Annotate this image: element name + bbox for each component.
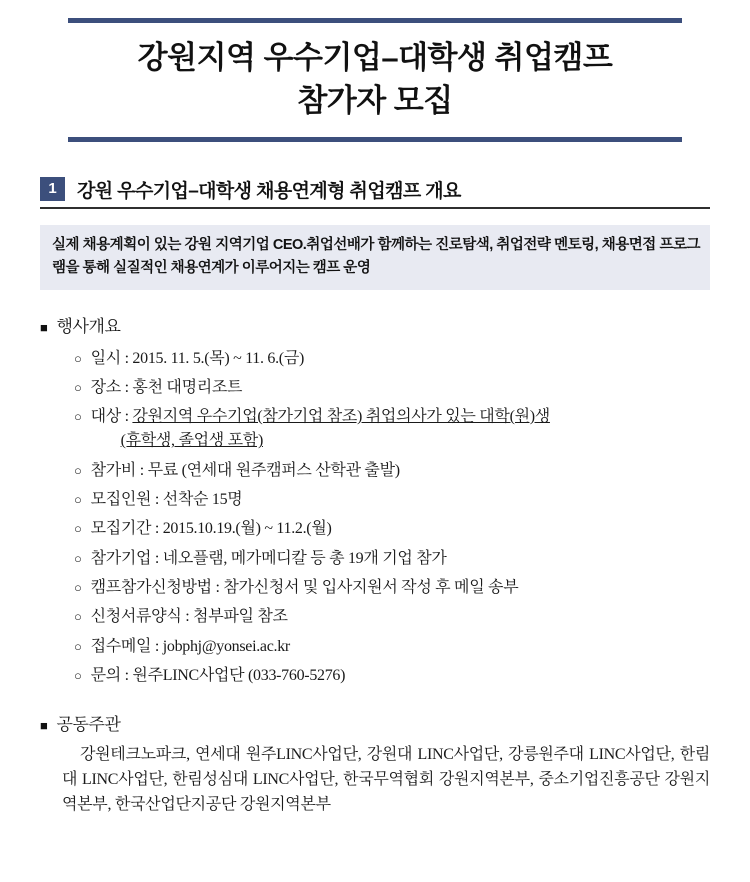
circle-marker-icon: ○ — [74, 638, 82, 654]
circle-marker-icon: ○ — [74, 492, 82, 508]
overview-subheading-label: 행사개요 — [56, 316, 121, 336]
list-item-text: 캠프참가신청방법 : 참가신청서 및 입사지원서 작성 후 메일 송부 — [90, 579, 519, 596]
page-title-line1: 강원지역 우수기업–대학생 취업캠프 — [137, 40, 613, 75]
square-marker-icon: ■ — [40, 718, 48, 734]
list-item-text: 참가비 : 무료 (연세대 원주캠퍼스 산학관 출발) — [90, 461, 400, 479]
list-item — [74, 488, 710, 512]
title-top-rule — [68, 18, 682, 23]
list-item-text: 모집기간 : 2015.10.19.(월) ~ 11.2.(월) — [90, 520, 332, 538]
circle-marker-icon: ○ — [74, 350, 82, 366]
title-bottom-rule — [68, 137, 682, 142]
circle-marker-icon: ○ — [74, 409, 82, 425]
cohost-subheading-label: 공동주관 — [56, 715, 121, 735]
list-item-label: 대상 : — [90, 408, 133, 426]
summary-box: 실제 채용계획이 있는 강원 지역기업 CEO.취업선배가 함께하는 진로탐색, 취업전략 멘토링, 채용면접 프로그램을 통해 실질적인 채용연계가 이루어지는 캠프 운영 — [40, 225, 710, 290]
square-marker-icon: ■ — [40, 319, 48, 335]
list-item-text: 장소 : 홍천 대명리조트 — [90, 378, 243, 396]
list-item-text — [91, 405, 710, 454]
list-item — [74, 517, 710, 541]
section-number-badge: 1 — [40, 177, 65, 201]
circle-marker-icon: ○ — [74, 462, 82, 478]
list-item-text: 신청서류양식 : 첨부파일 참조 — [90, 608, 288, 626]
section-heading — [40, 176, 710, 209]
list-item — [74, 576, 710, 600]
page-title-line2: 참가자 모집 — [297, 82, 453, 118]
list-item-text: 참가기업 : 네오플램, 메가메디칼 등 총 19개 기업 참가 — [90, 549, 447, 567]
list-item — [74, 347, 710, 371]
circle-marker-icon: ○ — [74, 667, 82, 683]
cohost-subheading — [40, 710, 710, 735]
list-item — [74, 605, 710, 629]
list-item — [74, 405, 710, 454]
section-title: 강원 우수기업–대학생 채용연계형 취업캠프 개요 — [77, 180, 461, 202]
circle-marker-icon: ○ — [74, 521, 82, 537]
list-item — [74, 664, 710, 688]
list-item-text: 접수메일 : jobphj@yonsei.ac.kr — [90, 637, 290, 655]
list-item-text: 문의 : 원주LINC사업단 (033-760-5276) — [90, 666, 346, 684]
circle-marker-icon: ○ — [74, 379, 82, 395]
circle-marker-icon: ○ — [74, 580, 82, 595]
cohost-body: 강원테크노파크, 연세대 원주LINC사업단, 강원대 LINC사업단, 강릉원주대 LINC사업단, 한림대 LINC사업단, 한림성심대 LINC사업단, 한국무역협회 강원지역본부, 중소기업진흥공단 강원지역본부, 한국산업단지공단 강원지역본부 — [62, 746, 710, 813]
overview-subheading — [40, 312, 710, 337]
page-title — [40, 37, 710, 123]
list-item — [74, 635, 710, 659]
list-item-value-continued: (휴학생, 졸업생 포함) — [120, 432, 263, 450]
overview-list — [40, 347, 710, 689]
list-item — [74, 547, 710, 571]
circle-marker-icon: ○ — [74, 550, 82, 566]
list-item-text: 일시 : 2015. 11. 5.(목) ~ 11. 6.(금) — [90, 349, 305, 367]
list-item — [74, 459, 710, 483]
list-item — [74, 376, 710, 400]
list-item-value: 강원지역 우수기업(참가기업 참조) 취업의사가 있는 대학(원)생 — [132, 408, 550, 426]
list-item-text: 모집인원 : 선착순 15명 — [90, 491, 243, 509]
circle-marker-icon: ○ — [74, 609, 82, 625]
